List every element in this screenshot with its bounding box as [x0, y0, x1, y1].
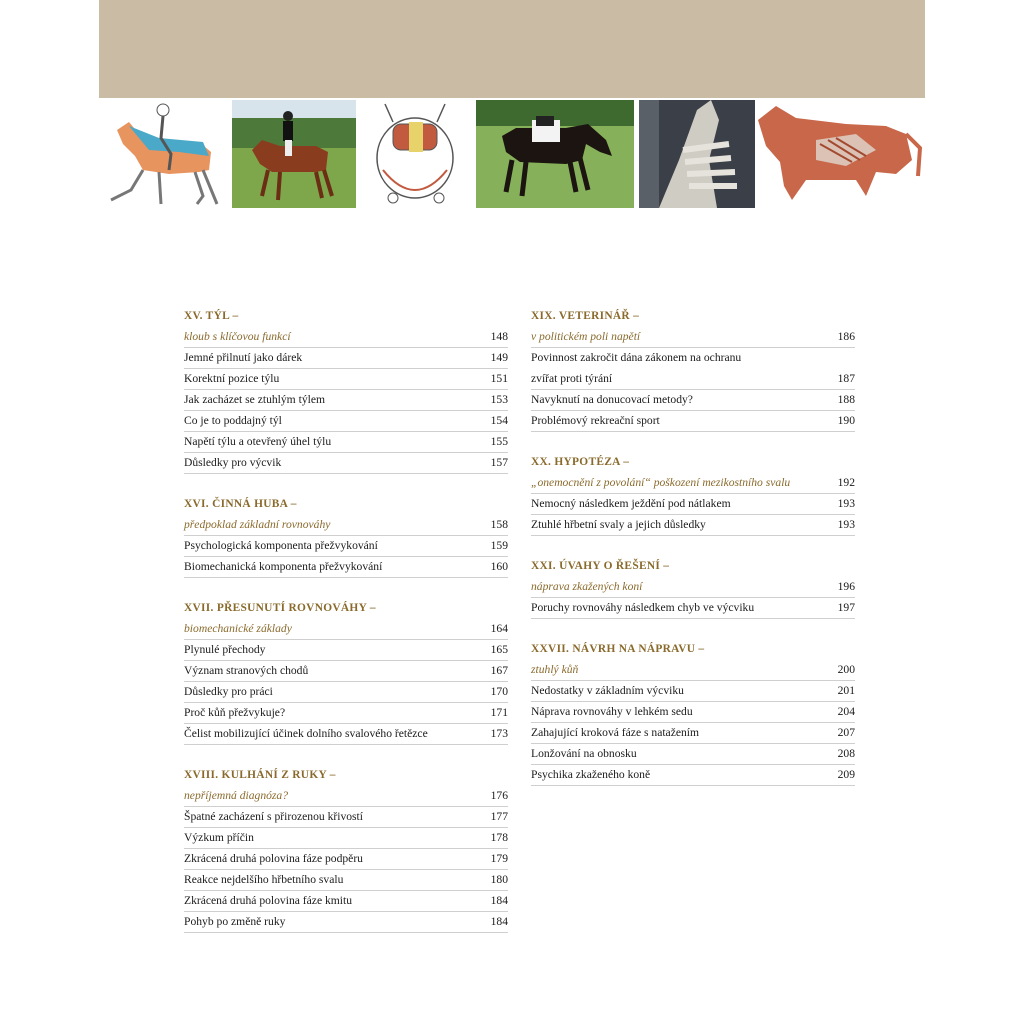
toc-entry: [184, 912, 508, 933]
horse-lunging-photo: [476, 100, 634, 208]
section-subtitle-row: [184, 327, 508, 348]
page-number: 197: [837, 601, 855, 614]
page-number: 184: [490, 894, 508, 907]
page-number: 193: [837, 518, 855, 531]
toc-section: [184, 598, 508, 745]
toc-entry: [531, 765, 855, 786]
toc-entry: [531, 515, 855, 536]
toc-entry: [531, 723, 855, 744]
entry-text: Lonžování na obnosku: [531, 747, 637, 760]
toc-entry: [184, 432, 508, 453]
entry-text: Proč kůň přežvykuje?: [184, 706, 286, 719]
page-number: 190: [837, 414, 855, 427]
page-number: 149: [490, 351, 508, 364]
rider-on-chestnut-horse-photo: [232, 100, 356, 208]
toc-entry: [184, 682, 508, 703]
section-subtitle-row: [531, 473, 855, 494]
toc-entry: [184, 390, 508, 411]
entry-text: Zkrácená druhá polovina fáze kmitu: [184, 894, 353, 907]
entry-text: Ztuhlé hřbetní svaly a jejich důsledky: [531, 518, 706, 531]
page-number: 164: [490, 622, 508, 635]
toc-entry: [184, 411, 508, 432]
toc-entry: [184, 453, 508, 474]
entry-text: Korektní pozice týlu: [184, 372, 280, 385]
toc-right-column: [531, 306, 855, 806]
entry-text: Jemné přilnutí jako dárek: [184, 351, 303, 364]
toc-entry: [184, 724, 508, 745]
section-title: XXVII. NÁVRH NA NÁPRAVU –: [531, 643, 705, 655]
page-number: 170: [490, 685, 508, 698]
section-title: XVI. ČINNÁ HUBA –: [184, 498, 297, 510]
toc-entry: [184, 348, 508, 369]
page-number: 180: [490, 873, 508, 886]
section-subtitle-row: [184, 515, 508, 536]
section-title: XX. HYPOTÉZA –: [531, 456, 630, 468]
section-title: XVIII. KULHÁNÍ Z RUKY –: [184, 769, 336, 781]
toc-entry: [531, 494, 855, 515]
section-title: XVII. PŘESUNUTÍ ROVNOVÁHY –: [184, 602, 376, 614]
page-number: 179: [490, 852, 508, 865]
toc-section: [531, 452, 855, 536]
entry-text: Špatné zacházení s přirozenou křivostí: [184, 810, 363, 823]
section-title: XV. TÝL –: [184, 310, 239, 322]
toc-entry: [531, 390, 855, 411]
toc-section: [531, 556, 855, 619]
entry-text: ztuhlý kůň: [531, 663, 579, 676]
entry-text: předpoklad základní rovnováhy: [184, 518, 331, 531]
page-number: 173: [490, 727, 508, 740]
toc-entry: [531, 744, 855, 765]
entry-text: Poruchy rovnováhy následkem chyb ve výcviku: [531, 601, 755, 614]
toc-entry: [184, 557, 508, 578]
entry-text: v politickém poli napětí: [531, 330, 641, 343]
horse-head-diagram-image: [363, 100, 467, 208]
horse-skeleton-spine-photo: [639, 100, 755, 208]
entry-text: Reakce nejdelšího hřbetního svalu: [184, 873, 344, 886]
toc-entry: [184, 828, 508, 849]
toc-entry: [184, 807, 508, 828]
section-subtitle-row: [531, 327, 855, 348]
page-number: 192: [837, 476, 855, 489]
entry-text: náprava zkažených koní: [531, 580, 643, 593]
toc-entry: [531, 702, 855, 723]
toc-entry: [184, 870, 508, 891]
entry-text: Navyknutí na donucovací metody?: [531, 393, 693, 406]
page-number: 204: [837, 705, 855, 718]
page-number: 186: [837, 330, 855, 343]
page-number: 165: [490, 643, 508, 656]
horse-muscle-anatomy-image: [756, 100, 925, 208]
entry-text: Důsledky pro práci: [184, 685, 273, 698]
toc-entry: [531, 348, 855, 369]
entry-text: Zahajující kroková fáze s natažením: [531, 726, 700, 739]
header-band: [99, 0, 925, 98]
page-number: 154: [490, 414, 508, 427]
entry-text: Nemocný následkem ježdění pod nátlakem: [531, 497, 731, 510]
entry-text: Zkrácená druhá polovina fáze podpěru: [184, 852, 363, 865]
page-number: 193: [837, 497, 855, 510]
page-number: 187: [837, 372, 855, 385]
entry-text: Náprava rovnováhy v lehkém sedu: [531, 705, 693, 718]
entry-text: Co je to poddajný týl: [184, 414, 282, 427]
toc-section: [184, 306, 508, 474]
entry-text: zvířat proti týrání: [531, 372, 613, 385]
entry-text: Psychika zkaženého koně: [531, 768, 651, 781]
toc-entry: [184, 640, 508, 661]
section-subtitle-row: [531, 577, 855, 598]
toc-entry: [531, 411, 855, 432]
toc-section: [184, 494, 508, 578]
entry-text: Napětí týlu a otevřený úhel týlu: [184, 435, 332, 448]
toc-section: [531, 306, 855, 432]
page-number: 159: [490, 539, 508, 552]
entry-text: biomechanické základy: [184, 622, 292, 635]
page-number: 200: [837, 663, 855, 676]
page-number: 208: [837, 747, 855, 760]
toc-entry: [531, 369, 855, 390]
page-number: 155: [490, 435, 508, 448]
entry-text: Význam stranových chodů: [184, 664, 309, 677]
page-number: 188: [837, 393, 855, 406]
entry-text: Nedostatky v základním výcviku: [531, 684, 684, 697]
page-number: 201: [837, 684, 855, 697]
page-number: 209: [837, 768, 855, 781]
entry-text: Výzkum příčin: [184, 831, 254, 844]
entry-text: Biomechanická komponenta přežvykování: [184, 560, 383, 573]
toc-entry: [184, 703, 508, 724]
toc-entry: [184, 661, 508, 682]
section-title: XXI. ÚVAHY O ŘEŠENÍ –: [531, 560, 670, 572]
page-number: 176: [490, 789, 508, 802]
entry-text: Čelist mobilizující účinek dolního svalového řetězce: [184, 727, 428, 740]
entry-text: Důsledky pro výcvik: [184, 456, 282, 469]
page-number: 171: [490, 706, 508, 719]
section-subtitle-row: [184, 786, 508, 807]
toc-entry: [184, 849, 508, 870]
page-number: 153: [490, 393, 508, 406]
entry-text: Problémový rekreační sport: [531, 414, 660, 427]
image-strip: [99, 100, 925, 208]
page-number: 160: [490, 560, 508, 573]
entry-text: kloub s klíčovou funkcí: [184, 330, 291, 343]
section-subtitle-row: [531, 660, 855, 681]
entry-text: Plynulé přechody: [184, 643, 266, 656]
toc-entry: [531, 681, 855, 702]
entry-text: nepříjemná diagnóza?: [184, 789, 289, 802]
toc-entry: [184, 891, 508, 912]
page-number: 184: [490, 915, 508, 928]
toc-section: [531, 639, 855, 786]
page-number: 177: [490, 810, 508, 823]
entry-text: Povinnost zakročit dána zákonem na ochranu: [531, 351, 742, 364]
page-number: 157: [490, 456, 508, 469]
page-number: 196: [837, 580, 855, 593]
toc-left-column: [184, 306, 508, 953]
entry-text: „onemocnění z povolání“ poškození mezikostního svalu: [531, 476, 791, 489]
toc-section: [184, 765, 508, 933]
page-number: 207: [837, 726, 855, 739]
entry-text: Jak zacházet se ztuhlým týlem: [184, 393, 325, 406]
rider-horse-muscle-illustration-image: [99, 100, 225, 208]
section-title: XIX. VETERINÁŘ –: [531, 310, 640, 322]
toc-entry: [184, 369, 508, 390]
entry-text: Pohyb po změně ruky: [184, 915, 286, 928]
section-subtitle-row: [184, 619, 508, 640]
page-number: 151: [490, 372, 508, 385]
page-number: 167: [490, 664, 508, 677]
page-number: 148: [490, 330, 508, 343]
page-number: 158: [490, 518, 508, 531]
entry-text: Psychologická komponenta přežvykování: [184, 539, 378, 552]
toc-entry: [184, 536, 508, 557]
page-number: 178: [490, 831, 508, 844]
toc-entry: [531, 598, 855, 619]
